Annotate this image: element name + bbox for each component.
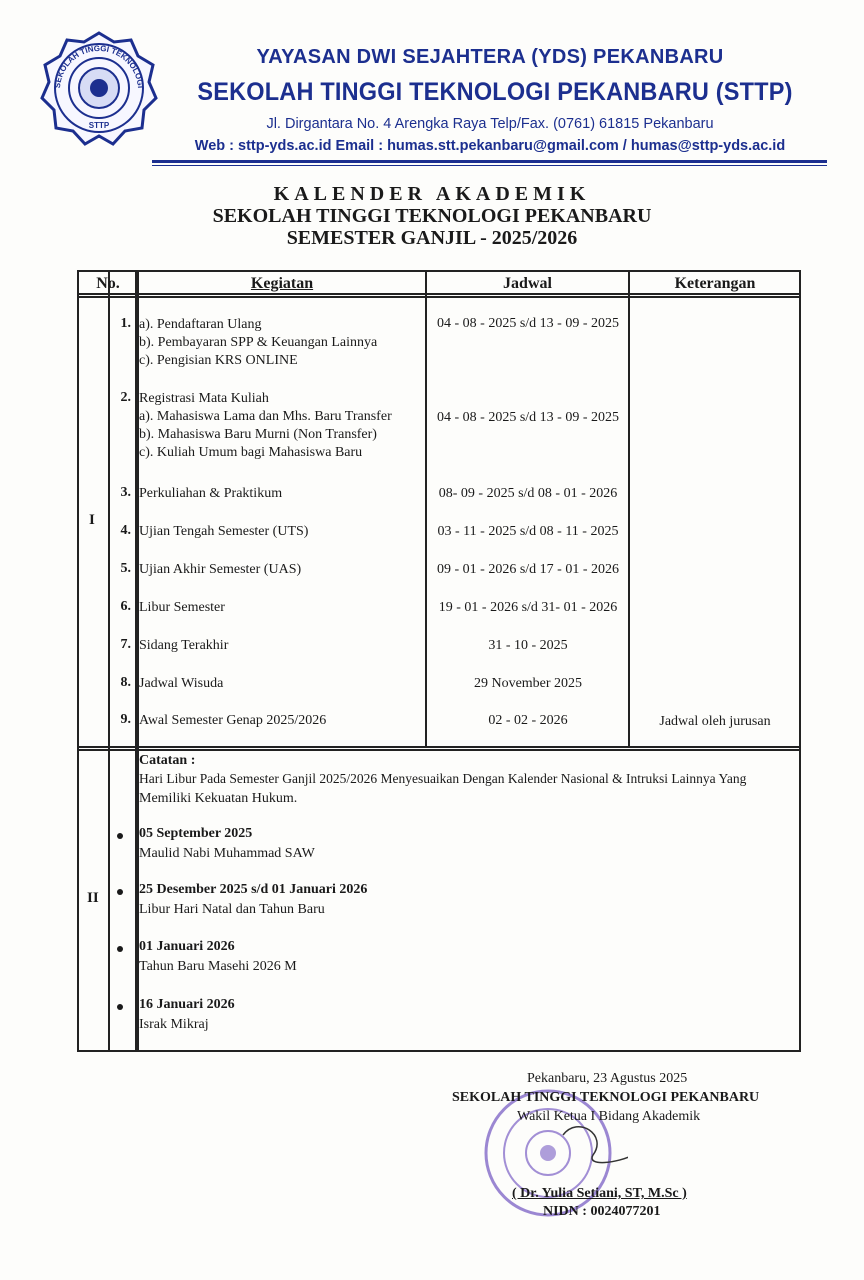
row-number: 6. [120, 599, 131, 614]
header-keterangan: Keterangan [674, 275, 756, 292]
activity-line: a). Mahasiswa Lama dan Mhs. Baru Transfer [139, 409, 392, 424]
signatory-name: ( Dr. Yulia Setiani, ST, M.Sc ) [512, 1186, 687, 1201]
schedule-value: 04 - 08 - 2025 s/d 13 - 09 - 2025 [437, 316, 619, 331]
activity-line: c). Pengisian KRS ONLINE [139, 353, 298, 368]
schedule-value: 19 - 01 - 2026 s/d 31- 01 - 2026 [438, 600, 618, 615]
letterhead-rule [152, 160, 827, 163]
notes-text: Memiliki Kekuatan Hukum. [139, 791, 298, 806]
section-label-ii: II [87, 890, 99, 906]
schedule-value: 29 November 2025 [473, 676, 583, 691]
activity-line: Awal Semester Genap 2025/2026 [139, 713, 327, 728]
holiday-desc: Israk Mikraj [139, 1017, 209, 1032]
row-number: 4. [120, 523, 131, 538]
holiday-date: 25 Desember 2025 s/d 01 Januari 2026 [139, 882, 368, 897]
row-number: 9. [120, 712, 131, 727]
holiday-date: 01 Januari 2026 [139, 939, 235, 954]
activity-line: b). Pembayaran SPP & Keuangan Lainnya [139, 335, 378, 350]
row-number: 7. [120, 637, 131, 652]
activity-line: Libur Semester [139, 600, 225, 615]
holiday-date: 16 Januari 2026 [139, 997, 235, 1012]
document-title: KALENDER AKADEMIK [273, 183, 591, 205]
header-jadwal: Jadwal [503, 275, 552, 292]
schedule-value: 04 - 08 - 2025 s/d 13 - 09 - 2025 [437, 410, 619, 425]
row-number: 1. [120, 316, 131, 331]
institution-logo [38, 30, 160, 146]
signature-place-date: Pekanbaru, 23 Agustus 2025 [527, 1071, 688, 1086]
row-number: 5. [120, 561, 131, 576]
bullet-icon [117, 889, 123, 895]
notes-heading: Catatan : [139, 753, 196, 768]
section-label-i: I [89, 512, 95, 528]
row-number: 2. [120, 390, 131, 405]
row-number: 8. [120, 675, 131, 690]
document-semester: SEMESTER GANJIL - 2025/2026 [286, 227, 578, 249]
section-divider [79, 749, 799, 751]
header-no: No. [96, 275, 120, 292]
institution-contact: Web : sttp-yds.ac.id Email : humas.stt.pekanbaru@gmail.com / humas@sttp-yds.ac.id [194, 138, 786, 154]
header-kegiatan: Kegiatan [250, 275, 314, 292]
foundation-name: YAYASAN DWI SEJAHTERA (YDS) PEKANBARU [256, 46, 724, 68]
schedule-value: 08- 09 - 2025 s/d 08 - 01 - 2026 [438, 486, 618, 501]
activity-line: Sidang Terakhir [139, 638, 229, 653]
document-subtitle: SEKOLAH TINGGI TEKNOLOGI PEKANBARU [212, 205, 652, 227]
activity-line: Perkuliahan & Praktikum [139, 486, 283, 501]
header-divider [79, 296, 799, 298]
letterhead-rule-thin [152, 165, 827, 166]
schedule-value: 31 - 10 - 2025 [488, 638, 568, 653]
holiday-date: 05 September 2025 [139, 826, 253, 841]
schedule-value: 09 - 01 - 2026 s/d 17 - 01 - 2026 [437, 562, 619, 577]
column-divider [137, 272, 139, 1050]
signatory-nidn: NIDN : 0024077201 [543, 1204, 661, 1219]
row-number: 3. [120, 485, 131, 500]
activity-line: Registrasi Mata Kuliah [139, 391, 269, 406]
institution-name: SEKOLAH TINGGI TEKNOLOGI PEKANBARU (STTP) [197, 78, 793, 106]
schedule-value: 02 - 02 - 2026 [488, 713, 568, 728]
signature-institution: SEKOLAH TINGGI TEKNOLOGI PEKANBARU [452, 1090, 760, 1105]
activity-line: Jadwal Wisuda [139, 676, 224, 691]
note-value: Jadwal oleh jurusan [659, 714, 771, 729]
holiday-desc: Maulid Nabi Muhammad SAW [139, 846, 315, 861]
svg-text:SEKOLAH TINGGI TEKNOLOGI: SEKOLAH TINGGI TEKNOLOGI [52, 43, 145, 89]
activity-line: Ujian Tengah Semester (UTS) [139, 524, 309, 539]
schedule-value: 03 - 11 - 2025 s/d 08 - 11 - 2025 [437, 524, 619, 539]
holiday-desc: Libur Hari Natal dan Tahun Baru [139, 902, 325, 917]
activity-line: a). Pendaftaran Ulang [139, 317, 262, 332]
section-divider [79, 746, 799, 748]
activity-line: c). Kuliah Umum bagi Mahasiswa Baru [139, 445, 363, 460]
activity-line: b). Mahasiswa Baru Murni (Non Transfer) [139, 427, 377, 442]
bullet-icon [117, 833, 123, 839]
activity-line: Ujian Akhir Semester (UAS) [139, 562, 302, 577]
bullet-icon [117, 946, 123, 952]
column-divider [108, 272, 110, 1050]
academic-calendar-table [77, 270, 801, 1052]
institution-address: Jl. Dirgantara No. 4 Arengka Raya Telp/Fax. (0761) 61815 Pekanbaru [266, 116, 714, 132]
bullet-icon [117, 1004, 123, 1010]
signature-position: Wakil Ketua I Bidang Akademik [517, 1109, 701, 1124]
notes-text: Hari Libur Pada Semester Ganjil 2025/2026 Menyesuaikan Dengan Kalender Nasional & Intruksi Lainnya Yang [139, 771, 747, 786]
holiday-desc: Tahun Baru Masehi 2026 M [139, 959, 297, 974]
svg-text:STTP: STTP [88, 121, 110, 130]
header-divider [79, 293, 799, 295]
